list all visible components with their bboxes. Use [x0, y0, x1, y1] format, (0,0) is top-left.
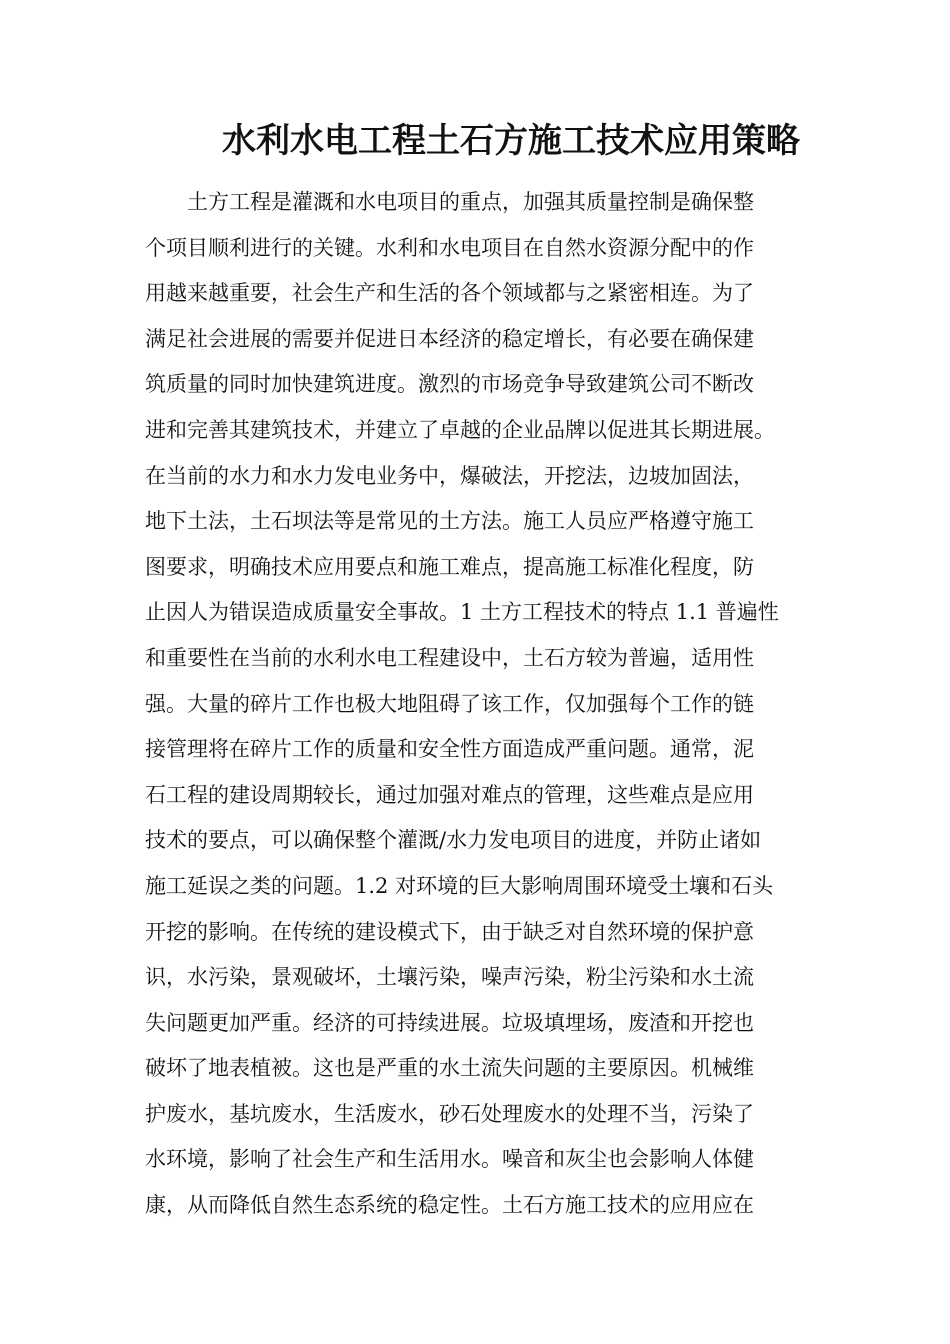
body-line: 图要求，明确技术应用要点和施工难点，提高施工标准化程度，防 [145, 554, 754, 579]
body-line: 筑质量的同时加快建筑进度。激烈的市场竞争导致建筑公司不断改 [145, 372, 754, 397]
body-line: 康，从而降低自然生态系统的稳定性。土石方施工技术的应用应在 [145, 1193, 754, 1218]
body-line: 土方工程是灌溉和水电项目的重点，加强其质量控制是确保整 [145, 190, 754, 214]
body-line: 止因人为错误造成质量安全事故。1 土方工程技术的特点 1.1 普遍性 [145, 600, 779, 625]
body-line: 破坏了地表植被。这也是严重的水土流失问题的主要原因。机械维 [145, 1056, 754, 1081]
body-line: 识，水污染，景观破坏，土壤污染，噪声污染，粉尘污染和水土流 [145, 965, 754, 990]
body-line: 石工程的建设周期较长，通过加强对难点的管理，这些难点是应用 [145, 782, 754, 807]
body-line: 水环境，影响了社会生产和生活用水。噪音和灰尘也会影响人体健 [145, 1147, 754, 1172]
body-line: 失问题更加严重。经济的可持续进展。垃圾填埋场，废渣和开挖也 [145, 1010, 754, 1035]
body-line: 进和完善其建筑技术，并建立了卓越的企业品牌以促进其长期进展。 [145, 417, 775, 442]
document-body [145, 180, 845, 1229]
document-title: 水利水电工程土石方施工技术应用策略 [222, 121, 800, 161]
body-line: 强。大量的碎片工作也极大地阻碍了该工作，仅加强每个工作的链 [145, 691, 754, 716]
body-line: 在当前的水力和水力发电业务中，爆破法，开挖法，边坡加固法， [145, 463, 754, 488]
body-line: 护废水，基坑废水，生活废水，砂石处理废水的处理不当，污染了 [145, 1101, 754, 1126]
body-line: 用越来越重要，社会生产和生活的各个领域都与之紧密相连。为了 [145, 281, 754, 306]
body-line: 满足社会进展的需要并促进日本经济的稳定增长，有必要在确保建 [145, 326, 754, 351]
body-line: 个项目顺利进行的关键。水利和水电项目在自然水资源分配中的作 [145, 235, 754, 260]
body-line: 接管理将在碎片工作的质量和安全性方面造成严重问题。通常，泥 [145, 737, 754, 762]
body-line: 开挖的影响。在传统的建设模式下，由于缺乏对自然环境的保护意 [145, 919, 754, 944]
body-line: 技术的要点，可以确保整个灌溉/水力发电项目的进度，并防止诸如 [145, 828, 762, 853]
body-line: 和重要性在当前的水利水电工程建设中，土石方较为普遍，适用性 [145, 645, 754, 670]
body-line: 地下土法，土石坝法等是常见的土方法。施工人员应严格遵守施工 [145, 509, 754, 534]
body-line: 施工延误之类的问题。1.2 对环境的巨大影响周围环境受土壤和石头 [145, 873, 774, 898]
